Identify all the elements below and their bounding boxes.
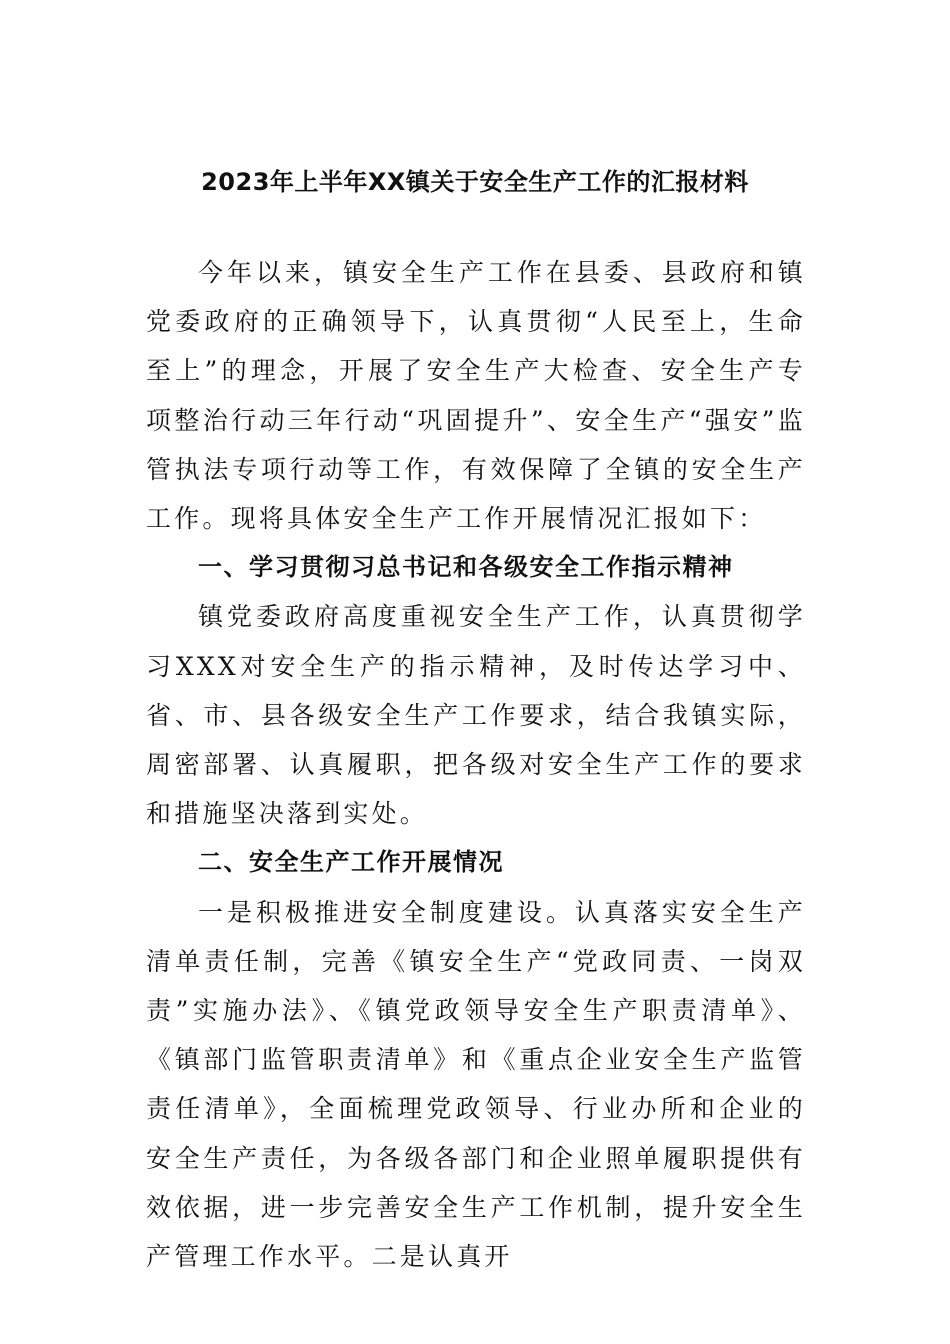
- document-body: [146, 248, 806, 1281]
- intro-paragraph: 今年以来，镇安全生产工作在县委、县政府和镇党委政府的正确领导下，认真贯彻“人民至上，生命至上”的理念，开展了安全生产大检查、安全生产专项整治行动三年行动“巩固提升”、安全生产“强安”监管执法专项行动等工作，有效保障了全镇的安全生产工作。现将具体安全生产工作开展情况汇报如下：: [146, 258, 806, 534]
- section-2-heading: 二、安全生产工作开展情况: [198, 848, 504, 877]
- section-2-paragraph: 一是积极推进安全制度建设。认真落实安全生产清单责任制，完善《镇安全生产“党政同责、一岗双责”实施办法》、《镇党政领导安全生产职责清单》、《镇部门监管职责清单》和《重点企业安全生产监管责任清单》，全面梳理党政领导、行业办所和企业的安全生产责任，为各级各部门和企业照单履职提供有效依据，进一步完善安全生产工作机制，提升安全生产管理工作水平。二是认真开: [146, 897, 806, 1272]
- document-title: 2023年上半年XX镇关于安全生产工作的汇报材料: [201, 168, 749, 196]
- section-1-heading: 一、学习贯彻习总书记和各级安全工作指示精神: [198, 553, 734, 582]
- section-1-paragraph: 镇党委政府高度重视安全生产工作，认真贯彻学习XXX对安全生产的指示精神，及时传达学习中、省、市、县各级安全生产工作要求，结合我镇实际，周密部署、认真履职，把各级对安全生产工作的要求和措施坚决落到实处。: [146, 602, 806, 829]
